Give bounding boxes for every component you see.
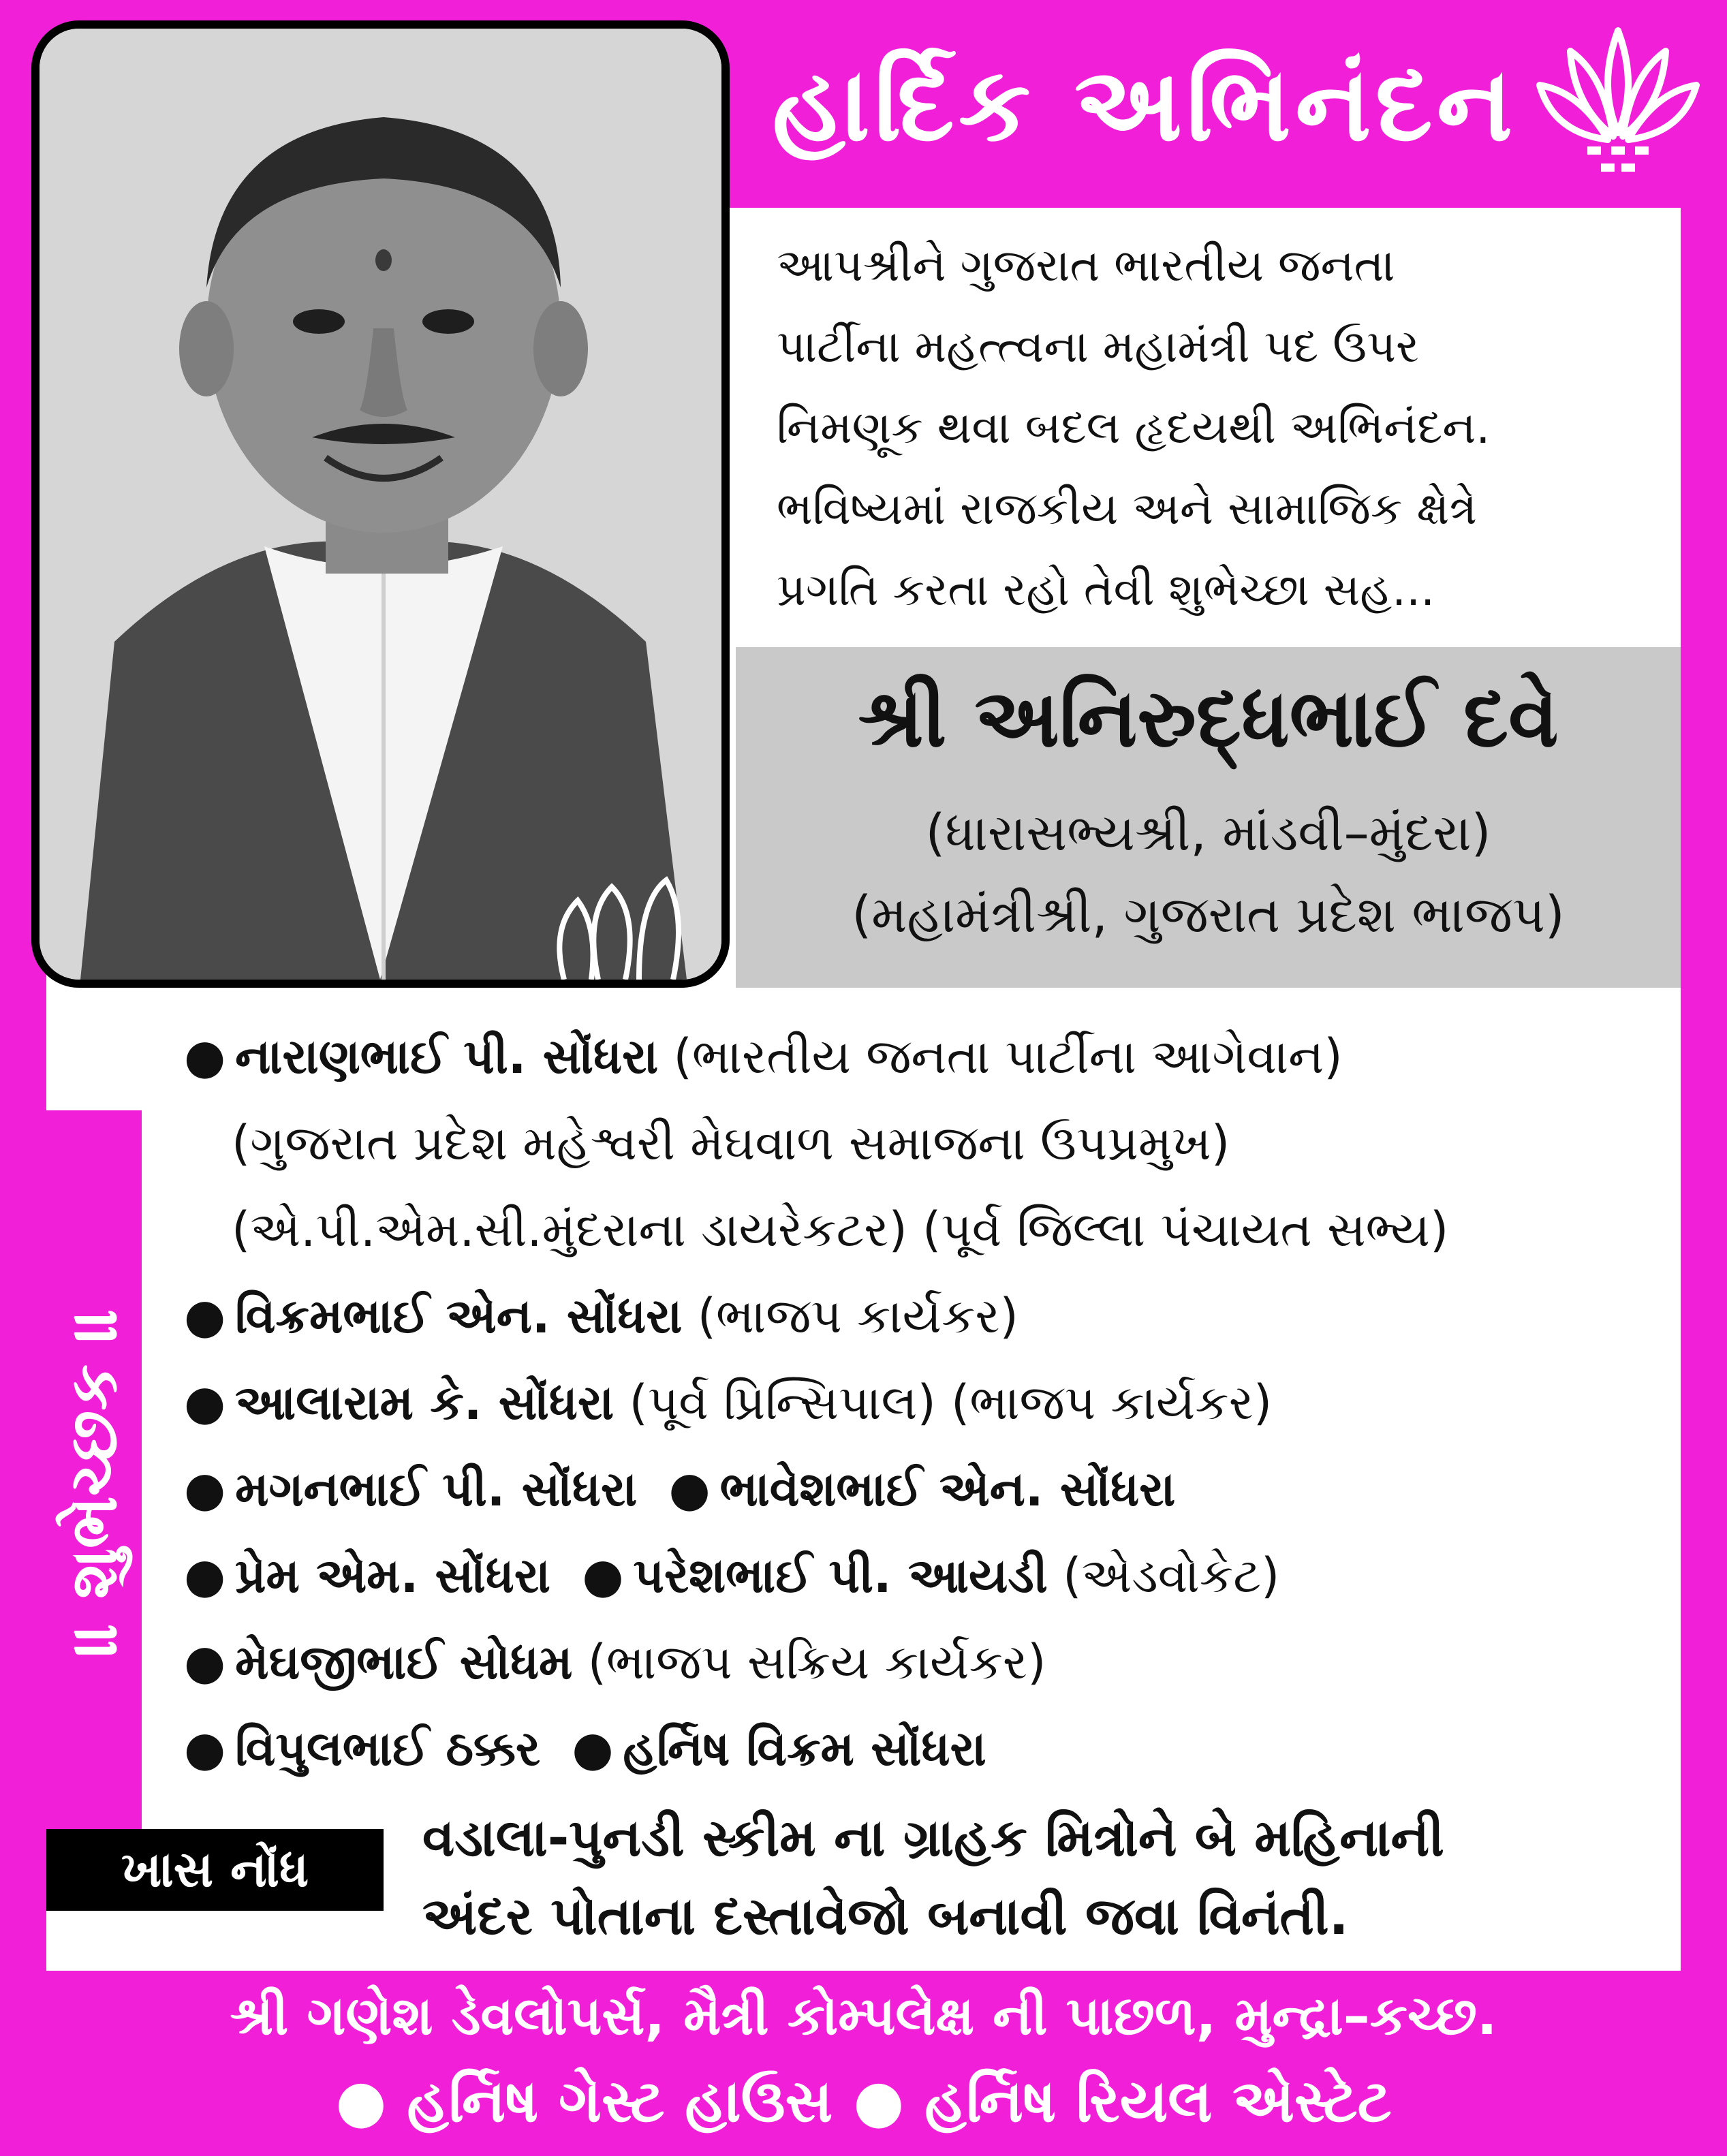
- bullet: ●: [184, 1461, 226, 1517]
- bullet: ●: [184, 1548, 226, 1604]
- message-line: પ્રગતિ કરતા રહો તેવી શુભેચ્છા સહ...: [777, 563, 1435, 616]
- footer-address: શ્રી ગણેશ ડેવલોપર્સ, મૈત્રી કોમ્પલેક્ષ ની પાછળ, મુન્દ્રા–કચ્છ.: [230, 1986, 1497, 2047]
- well-wisher-note: (એડવોકેટ): [1047, 1548, 1280, 1604]
- list-item: [184, 1461, 1175, 1518]
- special-note-line: વડાલા-પુનડી સ્કીમ ના ગ્રાહક મિત્રોને બે મહિનાની: [422, 1807, 1444, 1868]
- special-note-badge: ખાસ નોંધ: [46, 1829, 384, 1911]
- bullet: ●: [184, 1288, 226, 1344]
- well-wisher-name: પરેશભાઈ પી. આયડી: [633, 1548, 1048, 1604]
- well-wisher-name: વિક્રમભાઈ એન. સોંધરા: [235, 1288, 683, 1344]
- well-wisher-name: વિપુલભાઈ ઠક્કર: [235, 1721, 541, 1777]
- well-wisher-note: (ભારતીય જનતા પાર્ટીના આગેવાન): [658, 1029, 1343, 1084]
- congratulation-message: [777, 225, 1676, 630]
- well-wisher-note: (ભાજપ સક્રિય કાર્યકર): [572, 1634, 1046, 1690]
- bullet: ●: [184, 1375, 226, 1431]
- honoree-title-mla: (ધારાસભ્યશ્રી, માંડવી–મુંદરા): [925, 804, 1491, 862]
- bullet: ●: [582, 1548, 624, 1604]
- list-item: [184, 1288, 1018, 1345]
- message-line: નિમણૂક થવા બદલ હૃદયથી અભિનંદન.: [777, 401, 1491, 454]
- well-wisher-name: મગનભાઈ પી. સોંધરા: [235, 1461, 638, 1517]
- well-wisher-name: હર્નિષ વિક્રમ સોંધરા: [623, 1721, 986, 1777]
- well-wisher-name: આલારામ કે. સોંધરા: [235, 1375, 614, 1431]
- portrait-illustration: [40, 29, 721, 980]
- well-wisher-name: પ્રેમ એમ. સોંધરા: [235, 1548, 551, 1604]
- bullet: ●: [572, 1721, 614, 1777]
- special-note-text: [422, 1798, 1683, 1955]
- list-item: [232, 1115, 1230, 1172]
- message-line: આપશ્રીને ગુજરાત ભારતીય જનતા: [777, 239, 1395, 292]
- list-item: [184, 1375, 1272, 1431]
- well-wishers-label-text: ॥ શુભેચ્છક ॥: [55, 1307, 131, 1657]
- well-wisher-note: (ભાજપ કાર્યકર): [682, 1288, 1018, 1344]
- message-line: ભવિષ્યમાં રાજકીય અને સામાજિક ક્ષેત્રે: [777, 482, 1477, 535]
- portrait-photo: [31, 20, 730, 988]
- bullet: ●: [184, 1029, 226, 1084]
- well-wishers-label: [46, 1110, 142, 1853]
- list-item: [184, 1721, 986, 1777]
- bullet: ●: [184, 1721, 226, 1777]
- lotus-logo-icon: [1533, 10, 1703, 194]
- well-wisher-note: (પૂર્વ પ્રિન્સિપાલ) (ભાજપ કાર્યકર): [614, 1375, 1273, 1431]
- list-item: [184, 1634, 1046, 1691]
- list-item: [184, 1548, 1279, 1604]
- special-note-line: અંદર પોતાના દસ્તાવેજો બનાવી જવા વિનંતી.: [422, 1886, 1349, 1946]
- page-title: હાર્દિક અભિનંદન: [772, 45, 1517, 164]
- right-border: [1681, 208, 1727, 1986]
- list-item: [184, 1029, 1343, 1085]
- honoree-name: શ્રી અનિરુદ્ધભાઈ દવે: [858, 671, 1559, 765]
- well-wisher-note: (ગુજરાત પ્રદેશ મહેશ્વરી મેઘવાળ સમાજના ઉપપ્રમુખ): [232, 1115, 1230, 1171]
- footer-businesses: ● હર્નિષ ગેસ્ટ હાઉસ ● હર્નિષ રિયલ એસ્ટેટ: [335, 2067, 1392, 2136]
- well-wisher-name: ભાવેશભાઈ એન. સોંધરા: [719, 1461, 1176, 1517]
- well-wisher-name: મેઘજીભાઈ સોધમ: [235, 1634, 573, 1690]
- honoree-title-general-secretary: (મહામંત્રીશ્રી, ગુજરાત પ્રદેશ ભાજપ): [852, 886, 1565, 944]
- bullet: ●: [668, 1461, 711, 1517]
- message-line: પાર્ટીના મહત્ત્વના મહામંત્રી પદ ઉપર: [777, 320, 1420, 373]
- list-item: [232, 1202, 1448, 1258]
- well-wisher-name: નારાણભાઈ પી. સોંધરા: [235, 1029, 659, 1084]
- bullet: ●: [184, 1634, 226, 1690]
- well-wisher-note: (એ.પી.એમ.સી.મુંદરાના ડાયરેકટર) (પૂર્વ જિલ્લા પંચાયત સભ્ય): [232, 1202, 1449, 1257]
